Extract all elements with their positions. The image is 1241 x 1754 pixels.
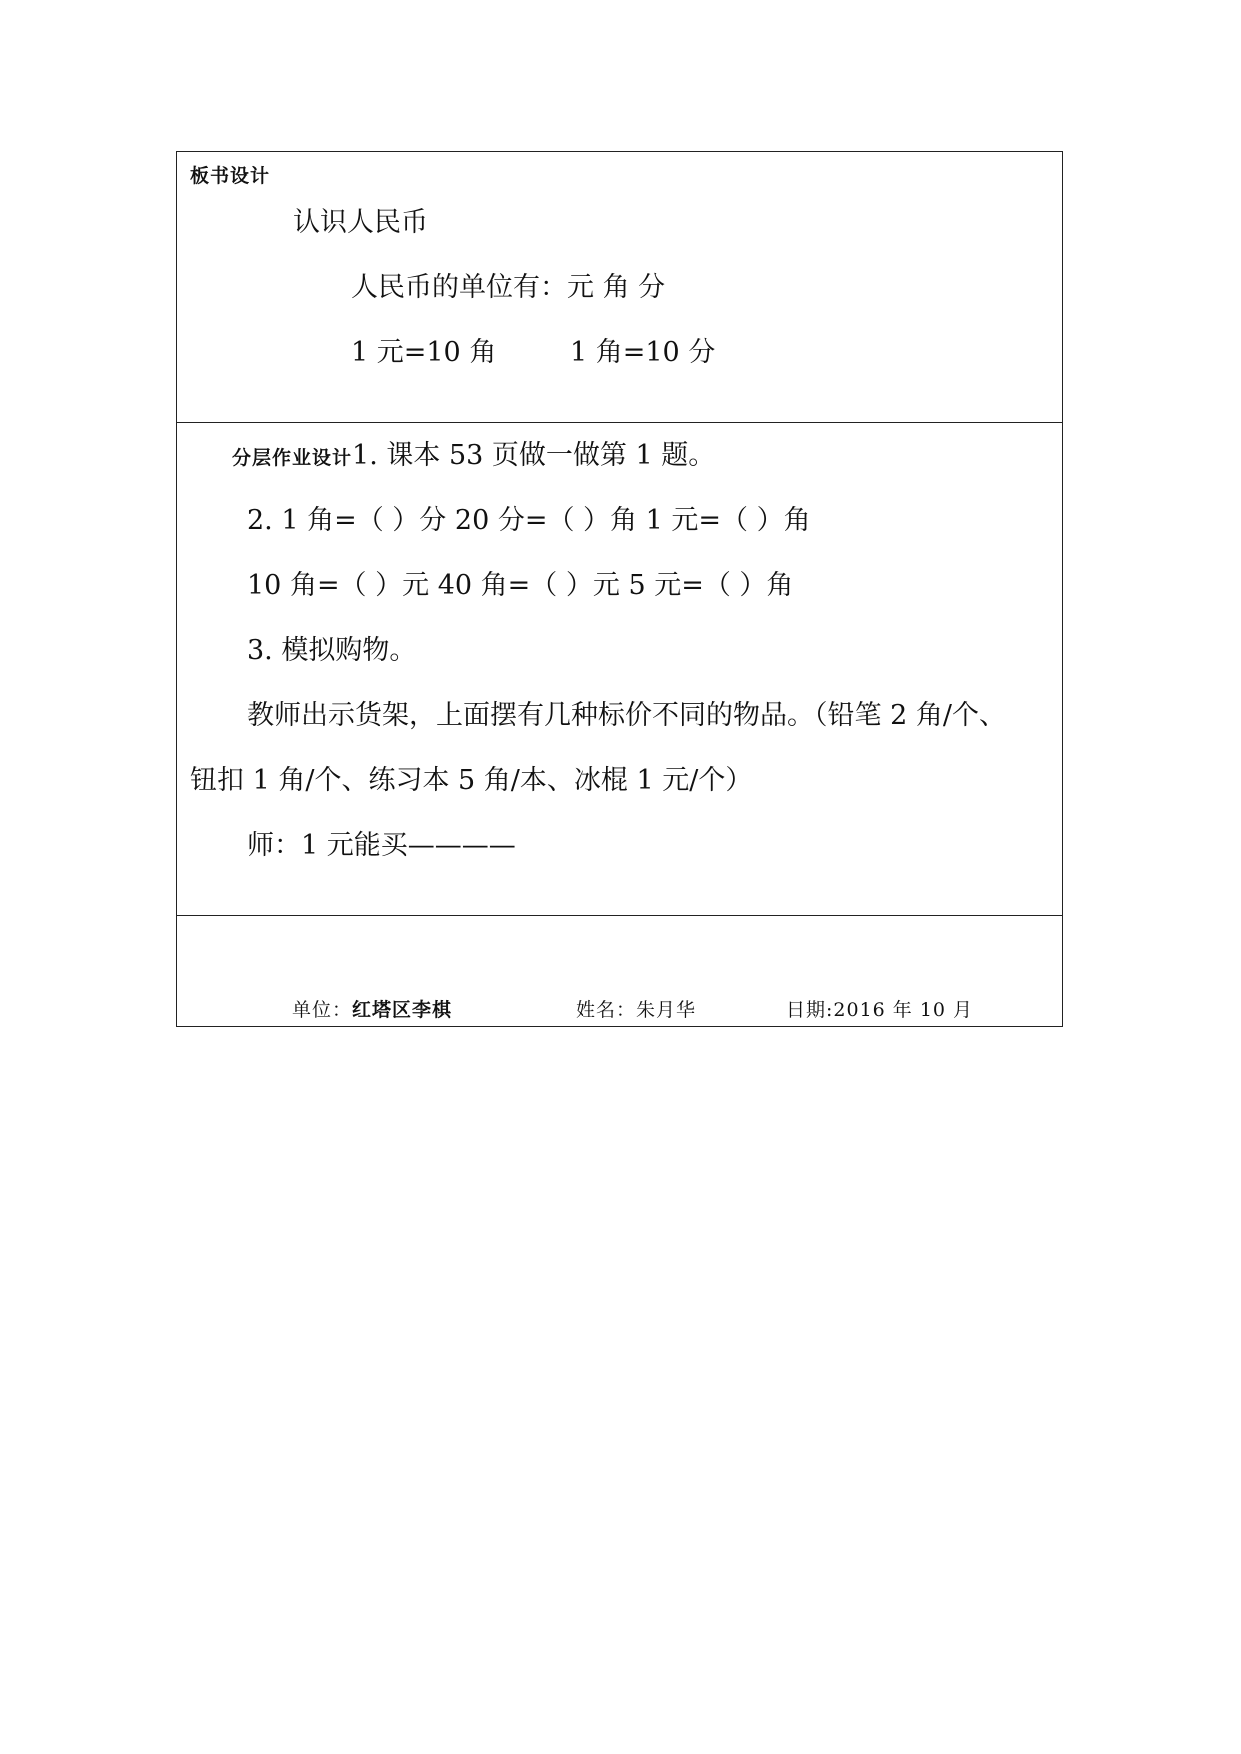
footer-unit-value: 红塔区李棋 <box>352 999 453 1021</box>
homework-item2-row1: 2. 1 角=（ ）分 20 分=（ ）角 1 元=（ ）角 <box>247 505 811 536</box>
footer-date <box>786 998 973 1022</box>
footer-name <box>576 998 696 1022</box>
conversion-yuan-jiao: 1 元=10 角 <box>351 337 497 368</box>
homework-item1: 1. 课本 53 页做一做第 1 题。 <box>352 440 716 471</box>
footer-date-value: 2016 年 10 月 <box>833 999 974 1021</box>
homework-item1-row <box>232 441 715 473</box>
board-design-label: 板书设计 <box>190 165 271 187</box>
footer-name-label: 姓名： <box>576 999 637 1021</box>
board-design-cell <box>177 152 1062 422</box>
lesson-plan-table <box>176 151 1063 1027</box>
currency-units-line: 人民币的单位有：元 角 分 <box>351 272 666 303</box>
homework-item3: 3. 模拟购物。 <box>247 635 417 666</box>
homework-cell <box>177 422 1062 915</box>
board-title: 认识人民币 <box>293 207 428 238</box>
footer-date-label: 日期: <box>786 999 834 1021</box>
shelf-description-line2: 钮扣 1 角/个、练习本 5 角/本、冰棍 1 元/个） <box>190 765 753 796</box>
shelf-description-line1: 教师出示货架，上面摆有几种标价不同的物品。（铅笔 2 角/个、 <box>247 700 1006 731</box>
conversion-jiao-fen: 1 角=10 分 <box>570 337 716 368</box>
homework-label: 分层作业设计 <box>232 447 353 469</box>
footer-unit <box>292 998 452 1022</box>
footer-unit-label: 单位： <box>292 999 353 1021</box>
footer-name-value: 朱月华 <box>636 999 697 1021</box>
teacher-question: 师：1 元能买———— <box>247 830 516 861</box>
homework-item2-row2: 10 角=（ ）元 40 角=（ ）元 5 元=（ ）角 <box>247 570 794 601</box>
